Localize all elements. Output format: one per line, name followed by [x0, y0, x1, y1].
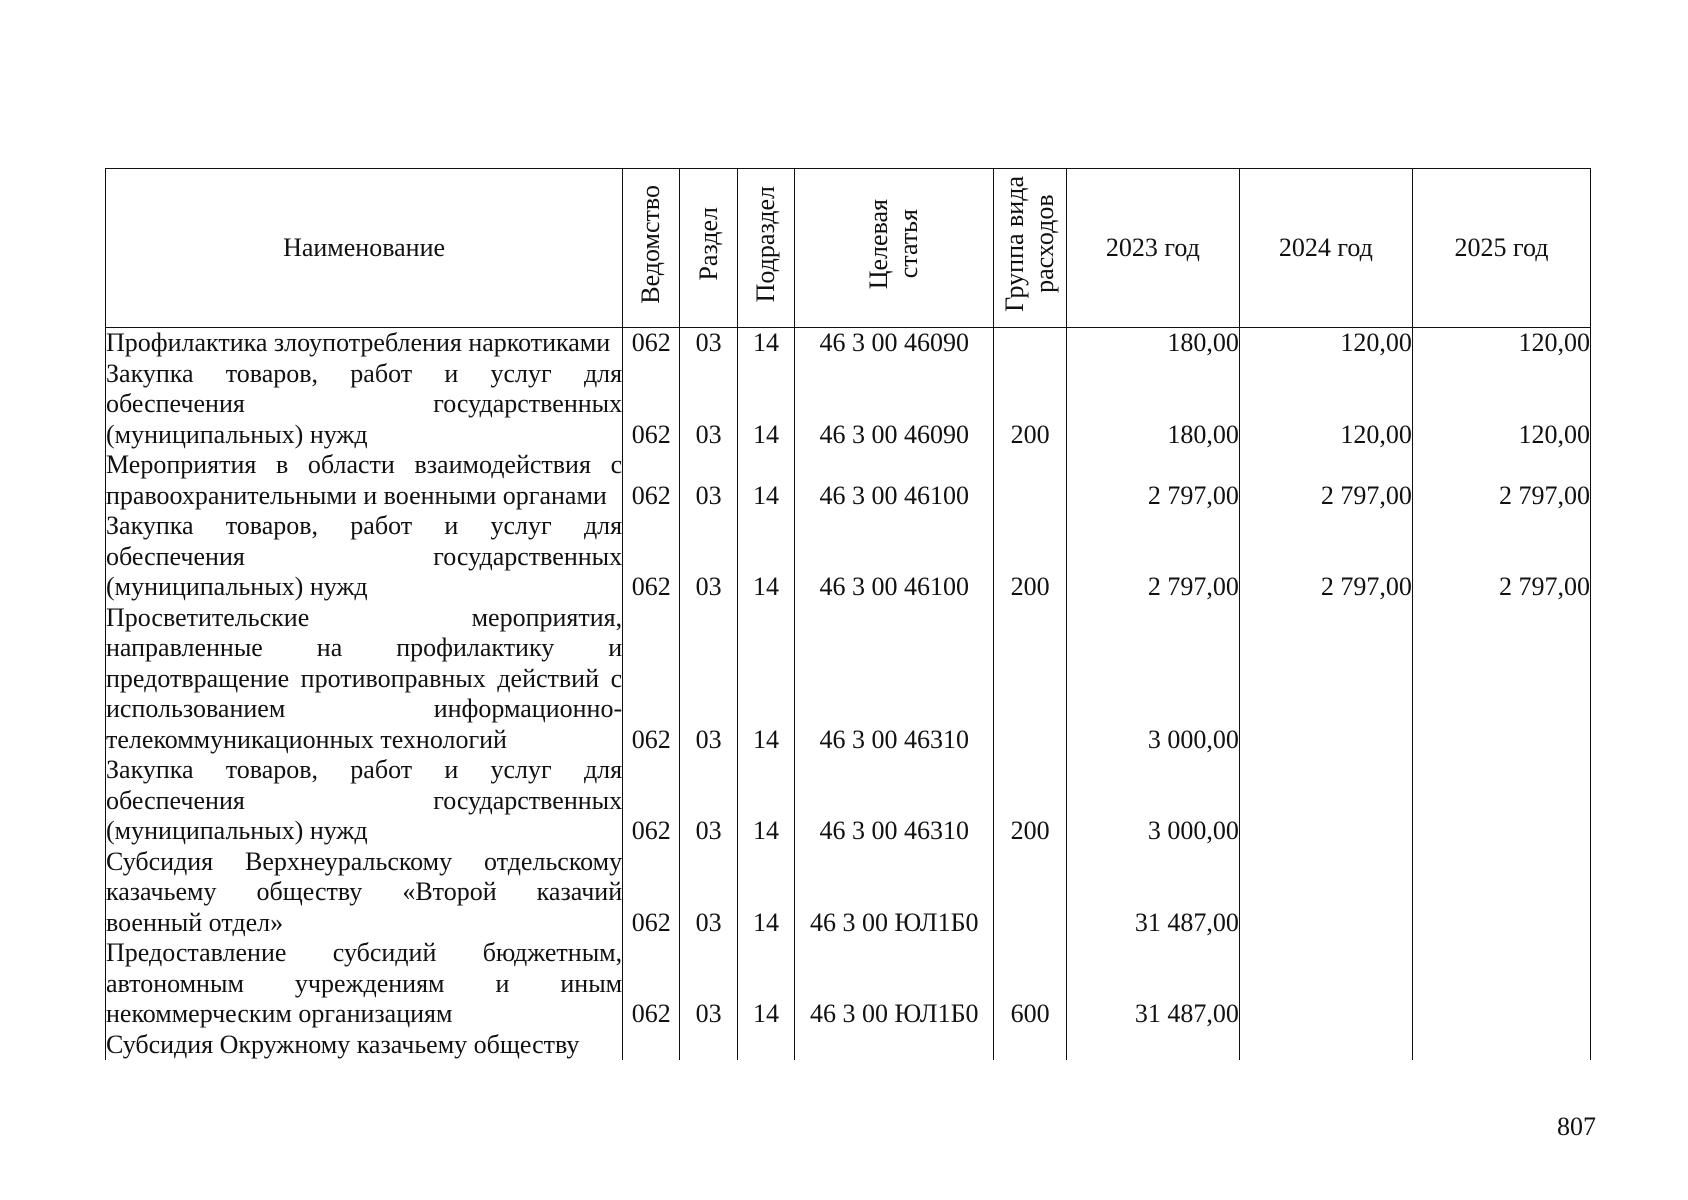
table-body	[106, 328, 1591, 1061]
cell-2025: 120,00	[1412, 359, 1590, 451]
cell-expense-group	[994, 328, 1066, 359]
cell-2024: 120,00	[1239, 328, 1412, 359]
cell-section: 03	[680, 938, 737, 1030]
cell-2024: 120,00	[1239, 359, 1412, 451]
cell-subsection: 14	[737, 755, 794, 847]
budget-table	[105, 168, 1591, 1060]
table-row	[106, 328, 1591, 359]
cell-name: Закупка товаров, работ и услуг для обеспечения государственных (муниципальных) нужд	[106, 358, 623, 449]
cell-2023: 3 000,00	[1066, 603, 1239, 756]
header-section: Раздел	[680, 169, 737, 328]
cell-2024: 2 797,00	[1239, 450, 1412, 511]
cell-section: 03	[680, 328, 737, 359]
cell-section: 03	[680, 511, 737, 603]
table-row	[106, 847, 1591, 939]
header-expense-group: Группа вида расходов	[994, 169, 1066, 328]
cell-name: Профилактика злоупотребления наркотиками	[106, 328, 623, 359]
table-header-row	[106, 169, 1591, 328]
cell-2023: 180,00	[1066, 328, 1239, 359]
cell-subsection: 14	[737, 603, 794, 756]
cell-2023: 31 487,00	[1066, 938, 1239, 1030]
cell-2025	[1412, 755, 1590, 847]
cell-2025	[1412, 847, 1590, 939]
cell-dept: 062	[623, 755, 680, 847]
table-row	[106, 450, 1591, 511]
cell-target-article: 46 3 00 ЮЛ1Б0	[795, 847, 994, 939]
header-dept: Ведомство	[623, 169, 680, 328]
cell-section: 03	[680, 450, 737, 511]
cell-dept: 062	[623, 603, 680, 756]
cell-2024: 2 797,00	[1239, 511, 1412, 603]
cell-dept: 062	[623, 328, 680, 359]
cell-section: 03	[680, 755, 737, 847]
table-row	[106, 603, 1591, 756]
cell-expense-group	[994, 1030, 1066, 1061]
cell-name: Субсидия Верхнеуральскому отдельскому казачьему обществу «Второй казачий военный отдел»	[106, 846, 623, 937]
cell-dept: 062	[623, 450, 680, 511]
cell-2023	[1066, 1030, 1239, 1061]
cell-target-article	[795, 1030, 994, 1061]
cell-section	[680, 1030, 737, 1061]
cell-expense-group: 200	[994, 755, 1066, 847]
cell-subsection: 14	[737, 328, 794, 359]
cell-2025	[1412, 1030, 1590, 1061]
cell-2024	[1239, 1030, 1412, 1061]
cell-subsection: 14	[737, 359, 794, 451]
cell-2023: 3 000,00	[1066, 755, 1239, 847]
cell-expense-group	[994, 450, 1066, 511]
cell-subsection	[737, 1030, 794, 1061]
cell-2024	[1239, 938, 1412, 1030]
cell-target-article: 46 3 00 46090	[795, 328, 994, 359]
cell-name: Предоставление субсидий бюджетным, автономным учреждениям и иным некоммерческим организациям	[106, 938, 623, 1028]
cell-section: 03	[680, 603, 737, 756]
cell-name: Мероприятия в области взаимодействия с правоохранительными и военными органами	[106, 450, 623, 510]
cell-2024	[1239, 847, 1412, 939]
cell-2023: 2 797,00	[1066, 511, 1239, 603]
header-name: Наименование	[106, 169, 623, 328]
cell-expense-group: 600	[994, 938, 1066, 1030]
cell-subsection: 14	[737, 938, 794, 1030]
cell-dept: 062	[623, 359, 680, 451]
cell-expense-group	[994, 603, 1066, 756]
header-2024: 2024 год	[1239, 169, 1412, 328]
cell-2023: 2 797,00	[1066, 450, 1239, 511]
cell-expense-group	[994, 847, 1066, 939]
cell-target-article: 46 3 00 46100	[795, 450, 994, 511]
cell-dept: 062	[623, 847, 680, 939]
header-target-article: Целевая статья	[795, 169, 994, 328]
cell-2024	[1239, 755, 1412, 847]
cell-section: 03	[680, 359, 737, 451]
cell-2023: 31 487,00	[1066, 847, 1239, 939]
cell-name: Просветительские мероприятия, направленные на профилактику и предотвращение противоправных действий с использованием информационно-телекоммуникационных технологий	[106, 602, 623, 754]
cell-2025: 2 797,00	[1412, 450, 1590, 511]
cell-target-article: 46 3 00 46090	[795, 359, 994, 451]
cell-2025	[1412, 603, 1590, 756]
table-row	[106, 938, 1591, 1030]
cell-dept: 062	[623, 511, 680, 603]
cell-subsection: 14	[737, 450, 794, 511]
cell-name: Закупка товаров, работ и услуг для обеспечения государственных (муниципальных) нужд	[106, 511, 623, 601]
cell-2025: 120,00	[1412, 328, 1590, 359]
cell-2025: 2 797,00	[1412, 511, 1590, 603]
cell-expense-group: 200	[994, 359, 1066, 451]
cell-dept	[623, 1030, 680, 1061]
cell-target-article: 46 3 00 46100	[795, 511, 994, 603]
cell-subsection: 14	[737, 847, 794, 939]
cell-target-article: 46 3 00 46310	[795, 755, 994, 847]
page-number: 807	[1557, 1112, 1596, 1141]
cell-2024	[1239, 603, 1412, 756]
cell-2025	[1412, 938, 1590, 1030]
table-row	[106, 511, 1591, 603]
cell-2023: 180,00	[1066, 359, 1239, 451]
cell-target-article: 46 3 00 46310	[795, 603, 994, 756]
header-2023: 2023 год	[1066, 169, 1239, 328]
table-row	[106, 359, 1591, 451]
header-subsection: Подраздел	[737, 169, 794, 328]
cell-name: Закупка товаров, работ и услуг для обеспечения государственных (муниципальных) нужд	[106, 755, 623, 845]
header-2025: 2025 год	[1412, 169, 1590, 328]
table-row	[106, 755, 1591, 847]
cell-target-article: 46 3 00 ЮЛ1Б0	[795, 938, 994, 1030]
cell-name: Субсидия Окружному казачьему обществу	[106, 1030, 623, 1061]
cell-expense-group: 200	[994, 511, 1066, 603]
cell-dept: 062	[623, 938, 680, 1030]
cell-section: 03	[680, 847, 737, 939]
cell-subsection: 14	[737, 511, 794, 603]
table-row	[106, 1030, 1591, 1061]
